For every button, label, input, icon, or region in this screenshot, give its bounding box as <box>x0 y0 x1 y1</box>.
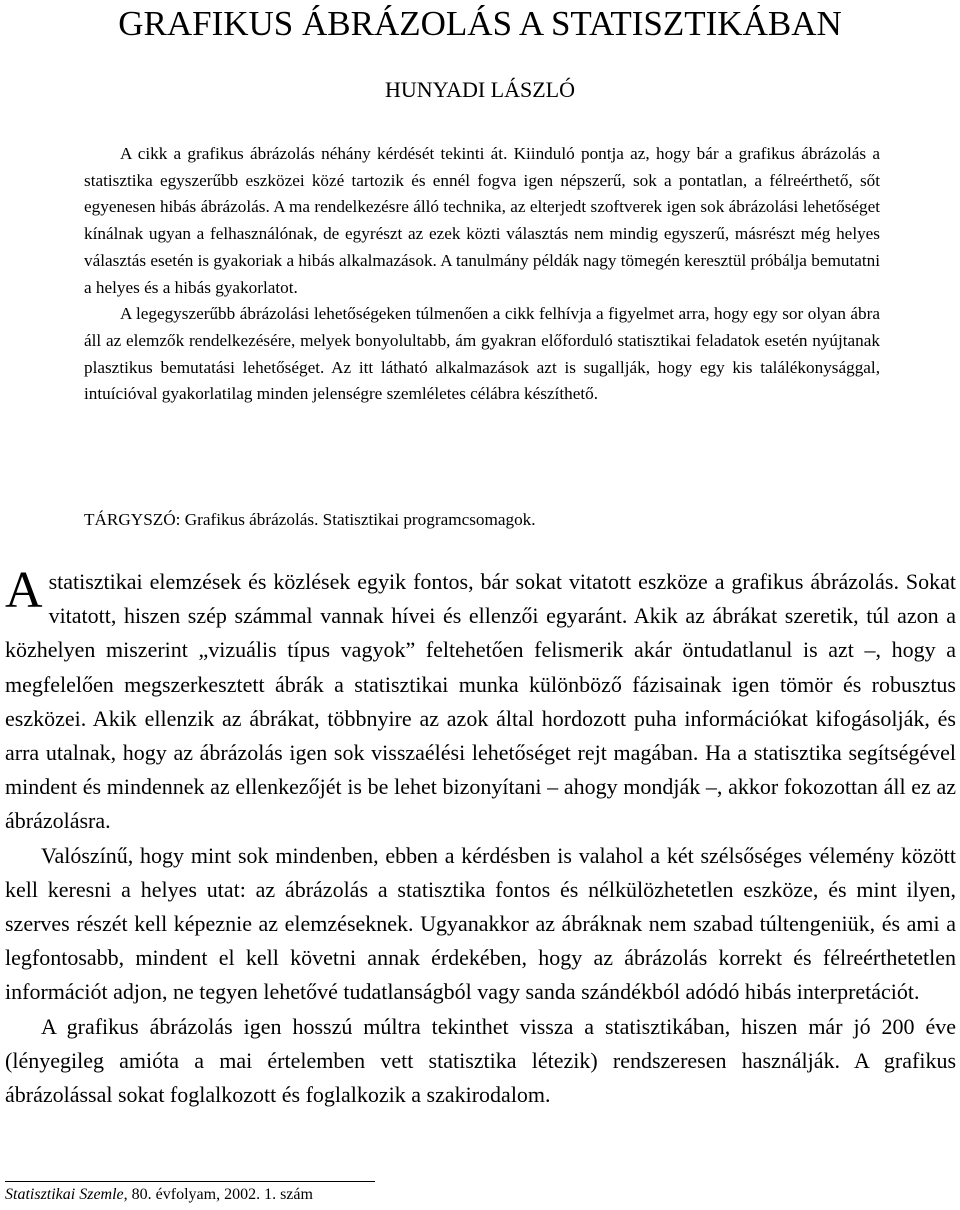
article-author: HUNYADI LÁSZLÓ <box>384 77 576 102</box>
footnote <box>5 1185 313 1205</box>
abstract-paragraph: A cikk a grafikus ábrázolás néhány kérdését tekinti át. Kiinduló pontja az, hogy bár a grafikus ábrázolás a statisztika egyszerűbb eszközei közé tartozik és ennél fogva igen népszerű, sok a pontatlan, a félreérthető, sőt egyenesen hibás ábrázolás. A ma rendelkezésre álló technika, az elterjedt szoftverek igen sok ábrázolási lehetőséget kínálnak ugyan a felhasználónak, de egyrészt az ezek közti választás nem mindig egyszerű, másrészt még helyes választás esetén is gyakoriak a hibás alkalmazások. A tanulmány példák nagy tömegén keresztül próbálja bemutatni a helyes és a hibás gyakorlatot. <box>84 144 880 297</box>
body-paragraph: Valószínű, hogy mint sok mindenben, ebben a kérdésben is valahol a két szélsőséges vélemény között kell keresni a helyes utat: az ábrázolás a statisztika fontos és nélkülözhetetlen eszköze, és mint ilyen, szerves részét kell képeznie az elemzéseknek. Ugyanakkor az ábráknak nem szabad túltengeniük, és ami a legfontosabb, mindent el kell követni annak érdekében, hogy az ábrázolás korrekt és félreérthetetlen információt adjon, ne tegyen lehetővé tudatlanságból vagy sanda szándékból adódó hibás interpretációt. <box>5 842 956 1005</box>
footnote-divider <box>5 1181 375 1182</box>
drop-cap: A <box>5 562 43 619</box>
body-paragraph <box>5 562 956 839</box>
abstract-paragraph: A legegyszerűbb ábrázolási lehetőségeken túlmenően a cikk felhívja a figyelmet arra, hogy egy sor olyan ábra áll az elemzők rendelkezésére, melyek bonyolultabb, ám gyakran előforduló statisztikai feladatok esetén nyújtanak plasztikus bemutatási lehetőséget. Az itt látható alkalmazások azt is sugallják, hogy egy kis találékonysággal, intuícióval gyakorlatilag minden jelenségre szemléletes célábra készíthető. <box>84 304 880 404</box>
article-title: GRAFIKUS ÁBRÁZOLÁS A STATISZTIKÁBAN <box>118 4 842 43</box>
abstract <box>84 141 880 408</box>
body-paragraph: A grafikus ábrázolás igen hosszú múltra tekinthet vissza a statisztikában, hiszen már jó 200 éve (lényegileg amióta a mai értelemben vett statisztika létezik) rendszeresen használják. A grafikus ábrázolással sokat foglalkozott és foglalkozik a szakirodalom. <box>5 1013 956 1108</box>
journal-issue: , 80. évfolyam, 2002. 1. szám <box>123 1186 313 1203</box>
article-body <box>5 562 956 1112</box>
keywords: TÁRGYSZÓ: Grafikus ábrázolás. Statisztikai programcsomagok. <box>84 510 536 529</box>
body-paragraph-text: statisztikai elemzések és közlések egyik fontos, bár sokat vitatott eszköze a grafikus ábrázolás. Sokat vitatott, hiszen szép számmal vannak hívei és ellenzői egyaránt. Akik az ábrákat szeretik, túl azon a közhelyen miszerint „vizuális típus vagyok” feltehetően felismerik akár öntudatlanul is azt –, hogy a megfelelően megszerkesztett ábrák a statisztikai munka különböző fázisainak igen tömör és robusztus eszközei. Akik ellenzik az ábrákat, többnyire az azok által hordozott puha információkat kifogásolják, és arra utalnak, hogy az ábrázolás igen sok visszaélési lehetőséget rejt magában. Ha a statisztika segítségével mindent és mindennek az ellenkezőjét is be lehet bizonyítani – ahogy mondják –, akkor fokozottan áll ez az ábrázolásra. <box>5 569 956 834</box>
journal-name: Statisztikai Szemle <box>5 1186 124 1203</box>
